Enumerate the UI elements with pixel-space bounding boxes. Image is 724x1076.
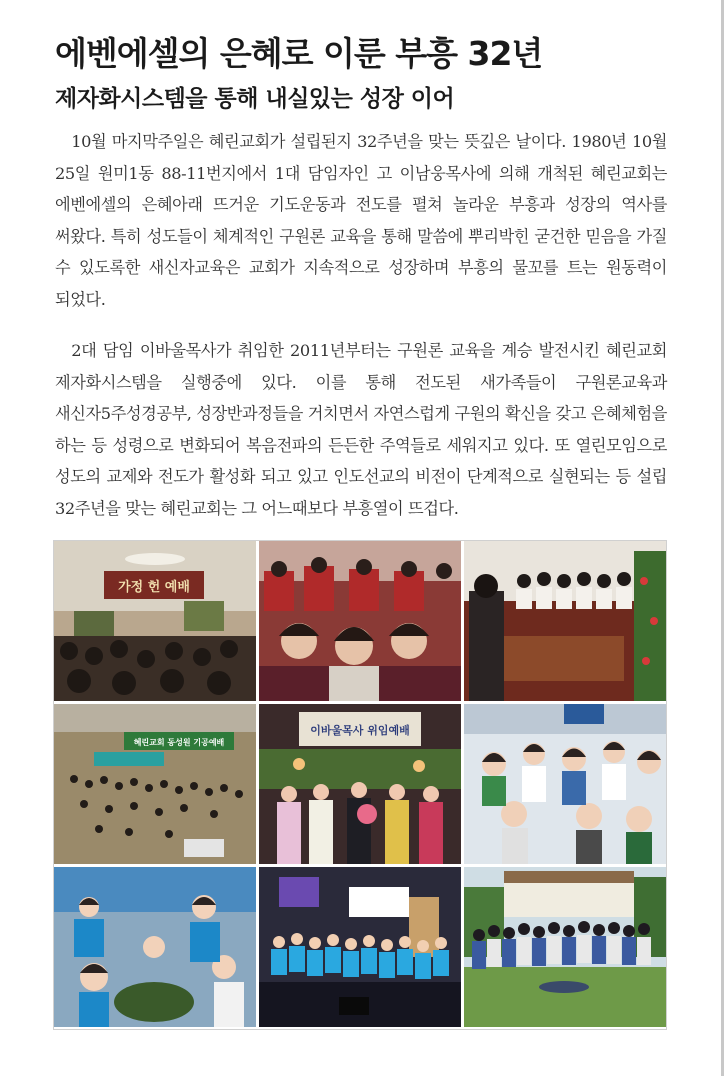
- photo-installation-service: [259, 704, 461, 864]
- photo-congregation: [259, 541, 461, 701]
- photo-group-picnic: [464, 867, 666, 1027]
- paragraph-discipleship: 2대 담임 이바울목사가 취임한 2011년부터는 구원론 교육을 계승 발전시킨 혜린교회 제자화시스템을 실행중에 있다. 이를 통해 전도된 새가족들이 구원론교육과 새신자5주성경공부, 성장반과정들을 거치면서 자연스럽게 구원의 확신을 갖고 은혜체험을 하는 등 성령으로 변화되어 복음전파의 든든한 주역들로 세워지고 있다. 또 열린모임으로 성도의 교제와 전도가 활성화 되고 있고 인도선교의 비전이 단계적으로 실현되는 등 설립 32주년을 맞는 혜린교회는 그 어느때보다 부흥열이 뜨겁다.: [55, 341, 667, 518]
- article-subtitle: 제자화시스템을 통해 내실있는 성장 이어: [55, 86, 455, 112]
- photo-groundbreaking: [54, 704, 256, 864]
- photo-stage-performance: [259, 867, 461, 1027]
- photo-collage: [53, 540, 667, 1030]
- photo-group-outing: [464, 704, 666, 864]
- paragraph-history: 10월 마지막주일은 혜린교회가 설립된지 32주년을 맞는 뜻깊은 날이다. 1980년 10월 25일 원미1동 88-11번지에서 1대 담임자인 고 이남웅목사에 의해 개척된 혜린교회는 에벤에셀의 은혜아래 뜨거운 기도운동과 전도를 펼쳐 놀라운 부흥과 성장의 역사를 써왔다. 특히 성도들이 체계적인 구원론 교육을 통해 말씀에 뿌리박힌 굳건한 믿음을 가질 수 있도록한 새신자교육은 교회가 지속적으로 성장하며 부흥의 물꼬를 트는 원동력이 되었다.: [55, 132, 667, 309]
- photo-children-event: [54, 867, 256, 1027]
- banner-text-installation: 이바울목사 위임예배: [310, 724, 410, 737]
- photo-early-worship: [54, 541, 256, 701]
- article-title: 에벤에셀의 은혜로 이룬 부흥 32년: [55, 34, 543, 73]
- banner-text-groundbreaking: 혜린교회 동성원 기공예배: [133, 738, 225, 747]
- banner-text-worship: 가정 헌 예배: [118, 580, 190, 595]
- photo-choir: [464, 541, 666, 701]
